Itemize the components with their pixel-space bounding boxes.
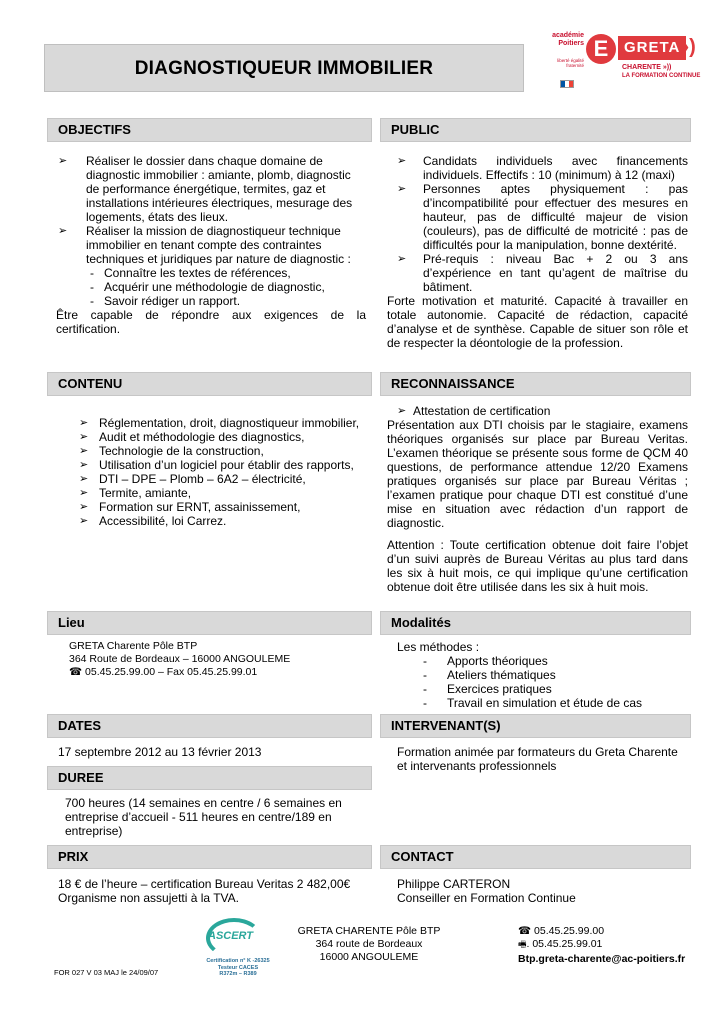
reconnaissance-para-2: Attention : Toute certification obtenue doit faire l’objet d’un suivi auprès de Bureau Véritas au plus tard dans les six à huit mois, ce qui implique qu’une certification obtenue doit être utilisée dans les six à huit mois.: [387, 538, 688, 594]
duree-content: [65, 796, 365, 838]
republic-motto: liberté égalité fraternité: [557, 58, 584, 68]
modalites-header: [380, 611, 691, 635]
academie-label: académie Poitiers: [552, 32, 584, 47]
footer-address-1: GRETA CHARENTE Pôle BTP: [297, 925, 441, 937]
reconnaissance-content: [387, 404, 688, 594]
dates-text: 17 septembre 2012 au 13 février 2013: [58, 745, 262, 759]
footer-fax-line: [518, 938, 698, 952]
prix-heading: PRIX: [58, 849, 89, 864]
objectifs-content: [56, 154, 366, 336]
intervenants-content: [397, 745, 687, 773]
fax-icon: 🖷: [518, 940, 527, 950]
footer-phone: 05.45.25.99.00: [531, 925, 605, 937]
modalites-content: [397, 640, 687, 710]
public-closing: Forte motivation et maturité. Capacité à travailler en totale autonomie. Capacité de rédaction, capacité d’analyse et de synthèse. Capable de situer son rôle et de respecter la déontologie de la profession.: [387, 294, 688, 350]
footer-fax: . 05.45.25.99.01: [526, 938, 603, 950]
public-header: [380, 118, 691, 142]
phone-icon: ☎: [518, 925, 532, 937]
contact-name: Philippe CARTERON: [397, 877, 511, 891]
dates-heading: DATES: [58, 718, 102, 733]
list-item: - Travail en simulation et étude de cas: [419, 696, 687, 710]
contenu-heading: CONTENU: [58, 376, 123, 391]
modalites-dashes: [419, 654, 687, 710]
phone-icon: ☎: [69, 666, 83, 678]
modalites-intro: Les méthodes :: [397, 640, 480, 654]
contact-heading: CONTACT: [391, 849, 454, 864]
page-title: DIAGNOSTIQUEUR IMMOBILIER: [134, 58, 434, 79]
lieu-heading: Lieu: [58, 615, 85, 630]
footer-address: [286, 925, 452, 964]
list-item: ➢ Attestation de certification: [397, 404, 688, 418]
list-item: ➢ Formation sur ERNT, assainissement,: [79, 500, 372, 514]
reconnaissance-header: [380, 372, 691, 396]
list-item: ➢ Utilisation d’un logiciel pour établir des rapports,: [79, 458, 372, 472]
logo-formation: LA FORMATION CONTINUE: [622, 73, 701, 79]
intervenants-text: Formation animée par formateurs du Greta Charente et intervenants professionnels: [397, 745, 678, 773]
logo-charente: CHARENTE »)): [622, 64, 672, 71]
objectifs-bullets: [58, 154, 366, 266]
modalites-heading: Modalités: [391, 615, 451, 630]
duree-text: 700 heures (14 semaines en centre / 6 semaines en entreprise d’accueil - 511 heures en centre/189 en entreprise): [65, 796, 342, 838]
contenu-bullets: [79, 416, 372, 528]
ascert-line-2: Testeur CACES: [217, 964, 259, 971]
list-item: - Connaître les textes de références,: [86, 266, 366, 280]
footer-address-2: 364 route de Bordeaux: [315, 938, 423, 950]
list-item: ➢ Pré-requis : niveau Bac + 2 ou 3 ans d’expérience en tant qu’agent de maîtrise du bâtiment.: [397, 252, 688, 294]
list-item: ➢ Termite, amiante,: [79, 486, 372, 500]
list-item: - Exercices pratiques: [419, 682, 687, 696]
reconnaissance-heading: RECONNAISSANCE: [391, 376, 515, 391]
list-item: ➢ DTI – DPE – Plomb – 6A2 – électricité,: [79, 472, 372, 486]
public-content: [387, 154, 688, 350]
lieu-line-3: [69, 666, 369, 679]
list-item: ➢ Technologie de la construction,: [79, 444, 372, 458]
list-item: ➢ Réaliser la mission de diagnostiqueur technique immobilier en tenant compte des contraintes techniques et juridiques par nature de diagnostic :: [58, 224, 366, 266]
reconnaissance-para-1: Présentation aux DTI choisis par le stagiaire, examens théoriques organisés sur place par Bureau Veritas. L’examen théorique se présente sous forme de QCM 40 questions, de performance attendue 12/20 Examens pratiques organisés sur place par Bureau Véritas ; l’examen pratique pour chaque DTI est constitué d’une mise en situation avec rédaction d’un rapport de diagnostic.: [387, 418, 688, 530]
duree-heading: DUREE: [58, 770, 104, 785]
list-item: ➢ Réglementation, droit, diagnostiqueur immobilier,: [79, 416, 372, 430]
footer-contact: [518, 925, 698, 966]
lieu-header: [47, 611, 372, 635]
prix-content: [58, 877, 373, 905]
prix-header: [47, 845, 372, 869]
objectifs-closing: Être capable de répondre aux exigences de la certification.: [56, 308, 366, 336]
public-bullets: [397, 154, 688, 294]
lieu-line-2: 364 Route de Bordeaux – 16000 ANGOULEME: [69, 653, 291, 665]
objectifs-header: [47, 118, 372, 142]
ascert-line-3: R372m – R389: [219, 971, 257, 977]
logo-e-icon: E: [586, 34, 616, 64]
list-item: - Ateliers thématiques: [419, 668, 687, 682]
list-item: ➢ Accessibilité, loi Carrez.: [79, 514, 372, 528]
ascert-line-1: Certification n° K -26325: [206, 958, 270, 964]
objectifs-heading: OBJECTIFS: [58, 122, 131, 137]
french-flag-icon: [560, 80, 574, 88]
list-item: - Savoir rédiger un rapport.: [86, 294, 366, 308]
public-heading: PUBLIC: [391, 122, 440, 137]
logo-greta-word: GRETA: [618, 36, 686, 60]
contact-header: [380, 845, 691, 869]
logo-waves-icon: »): [678, 36, 696, 58]
reconnaissance-bullets: [397, 404, 688, 418]
duree-header: [47, 766, 372, 790]
lieu-line-1: GRETA Charente Pôle BTP: [69, 640, 198, 652]
list-item: - Acquérir une méthodologie de diagnostic,: [86, 280, 366, 294]
dates-content: [58, 745, 368, 759]
contact-role: Conseiller en Formation Continue: [397, 891, 576, 905]
list-item: ➢ Audit et méthodologie des diagnostics,: [79, 430, 372, 444]
footer-email[interactable]: Btp.greta-charente@ac-poitiers.fr: [518, 953, 686, 965]
lieu-content: [69, 640, 369, 679]
contact-content: [397, 877, 687, 905]
footer-phone-line: [518, 925, 698, 938]
contenu-header: [47, 372, 372, 396]
intervenants-heading: INTERVENANT(S): [391, 718, 501, 733]
prix-line-1: 18 € de l’heure – certification Bureau Veritas 2 482,00€: [58, 877, 351, 891]
greta-logo: [544, 26, 704, 94]
prix-line-2: Organisme non assujetti à la TVA.: [58, 891, 239, 905]
lieu-phone: 05.45.25.99.00 – Fax 05.45.25.99.01: [82, 666, 258, 678]
list-item: ➢ Personnes aptes physiquement : pas d’incompatibilité pour effectuer des mesures en hauteur, pas de difficulté majeur de vision (couleurs), pas de difficulté de motricité : pas de difficultés pour la manipulation, bonne dextérité.: [397, 182, 688, 252]
dates-header: [47, 714, 372, 738]
title-banner: [44, 44, 524, 92]
list-item: ➢ Réaliser le dossier dans chaque domaine de diagnostic immobilier : amiante, plomb, diagnostic de performance énergétique, termites, gaz et installations intérieures électriques, mesurage des logements, états des lieux.: [58, 154, 366, 224]
list-item: ➢ Candidats individuels avec financements individuels. Effectifs : 10 (minimum) à 12 (maxi): [397, 154, 688, 182]
footer-address-3: 16000 ANGOULEME: [319, 951, 419, 963]
contenu-content: [79, 416, 372, 528]
form-reference: FOR 027 V 03 MAJ le 24/09/07: [54, 968, 159, 977]
ascert-word: ASCERT: [208, 930, 254, 942]
intervenants-header: [380, 714, 691, 738]
objectifs-dashes: [86, 266, 366, 308]
list-item: - Apports théoriques: [419, 654, 687, 668]
